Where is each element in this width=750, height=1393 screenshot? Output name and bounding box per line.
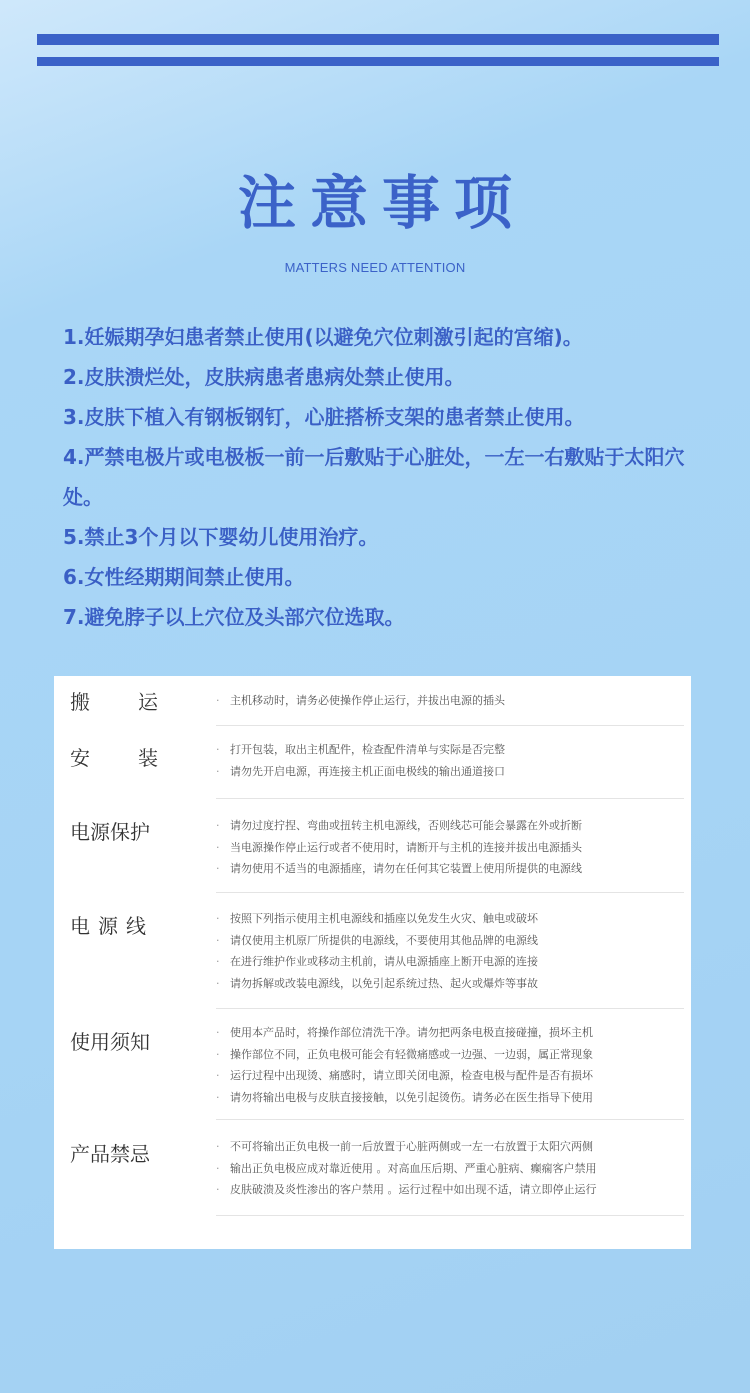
precautions-panel xyxy=(54,676,691,1249)
section-item: · 请勿将输出电极与皮肤直接接触，以免引起烫伤。请务必在医生指导下使用 xyxy=(216,1087,686,1109)
section-label: 搬运 xyxy=(70,690,206,714)
section-item: · 输出正负电极应成对靠近使用 。对高血压后期、严重心脏病、癫痫客户禁用 xyxy=(216,1158,686,1180)
section-label: 安装 xyxy=(70,746,206,770)
page-title: 注意事项 xyxy=(237,169,526,237)
note-item: 4.严禁电极片或电极板一前一后敷贴于心脏处，一左一右敷贴于太阳穴处。 xyxy=(63,445,685,509)
divider xyxy=(216,892,684,893)
section-item: · 按照下列指示使用主机电源线和插座以免发生火灾、触电或破坏 xyxy=(216,908,686,930)
note-item: 2.皮肤溃烂处，皮肤病患者患病处禁止使用。 xyxy=(63,365,465,389)
decorative-bar-top xyxy=(37,34,719,45)
section-items xyxy=(216,690,686,712)
section-item: · 皮肤破溃及炎性渗出的客户禁用 。运行过程中如出现不适，请立即停止运行 xyxy=(216,1179,686,1201)
section-item: · 请勿拆解或改装电源线，以免引起系统过热、起火或爆炸等事故 xyxy=(216,973,686,995)
note-item: 3.皮肤下植入有钢板钢钉，心脏搭桥支架的患者禁止使用。 xyxy=(63,405,585,429)
section-item: · 不可将输出正负电极一前一后放置于心脏两侧或一左一右放置于太阳穴两侧 xyxy=(216,1136,686,1158)
section-item: · 请勿先开启电源，再连接主机正面电极线的输出通道接口 xyxy=(216,761,686,783)
section-item: · 运行过程中出现烫、痛感时，请立即关闭电源，检查电极与配件是否有损坏 xyxy=(216,1065,686,1087)
divider xyxy=(216,725,684,726)
page-subtitle: MATTERS NEED ATTENTION xyxy=(284,260,466,275)
divider xyxy=(216,1215,684,1216)
notes-list xyxy=(63,317,723,637)
section-item: · 在进行维护作业或移动主机前，请从电源插座上断开电源的连接 xyxy=(216,951,686,973)
section-item: · 请仅使用主机原厂所提供的电源线，不要使用其他品牌的电源线 xyxy=(216,930,686,952)
section-item: · 请勿使用不适当的电源插座，请勿在任何其它装置上使用所提供的电源线 xyxy=(216,858,686,880)
divider xyxy=(216,1119,684,1120)
section-label: 产品禁忌 xyxy=(70,1142,150,1166)
section-items xyxy=(216,1136,686,1201)
note-item: 5.禁止3个月以下婴幼儿使用治疗。 xyxy=(63,525,379,549)
section-items xyxy=(216,1022,686,1108)
section-item: · 操作部位不同，正负电极可能会有轻微痛感或一边强、一边弱，属正常现象 xyxy=(216,1044,686,1066)
section-label: 电源保护 xyxy=(70,820,150,844)
section-item: · 当电源操作停止运行或者不使用时，请断开与主机的连接并拔出电源插头 xyxy=(216,837,686,859)
note-item: 6.女性经期期间禁止使用。 xyxy=(63,565,305,589)
section-items xyxy=(216,815,686,880)
divider xyxy=(216,798,684,799)
section-label: 电源线 xyxy=(70,914,154,938)
decorative-bar-bottom xyxy=(37,57,719,66)
section-item: · 请勿过度拧捏、弯曲或扭转主机电源线，否则线芯可能会暴露在外或折断 xyxy=(216,815,686,837)
section-item: · 主机移动时，请务必使操作停止运行，并拔出电源的插头 xyxy=(216,690,686,712)
note-item: 1.妊娠期孕妇患者禁止使用(以避免穴位刺激引起的宫缩)。 xyxy=(63,325,583,349)
divider xyxy=(216,1008,684,1009)
section-item: · 使用本产品时，将操作部位清洗干净。请勿把两条电极直接碰撞，损坏主机 xyxy=(216,1022,686,1044)
section-items xyxy=(216,908,686,994)
section-item: · 打开包装，取出主机配件，检查配件清单与实际是否完整 xyxy=(216,739,686,761)
note-item: 7.避免脖子以上穴位及头部穴位选取。 xyxy=(63,605,405,629)
section-items xyxy=(216,739,686,782)
section-label: 使用须知 xyxy=(70,1030,150,1054)
